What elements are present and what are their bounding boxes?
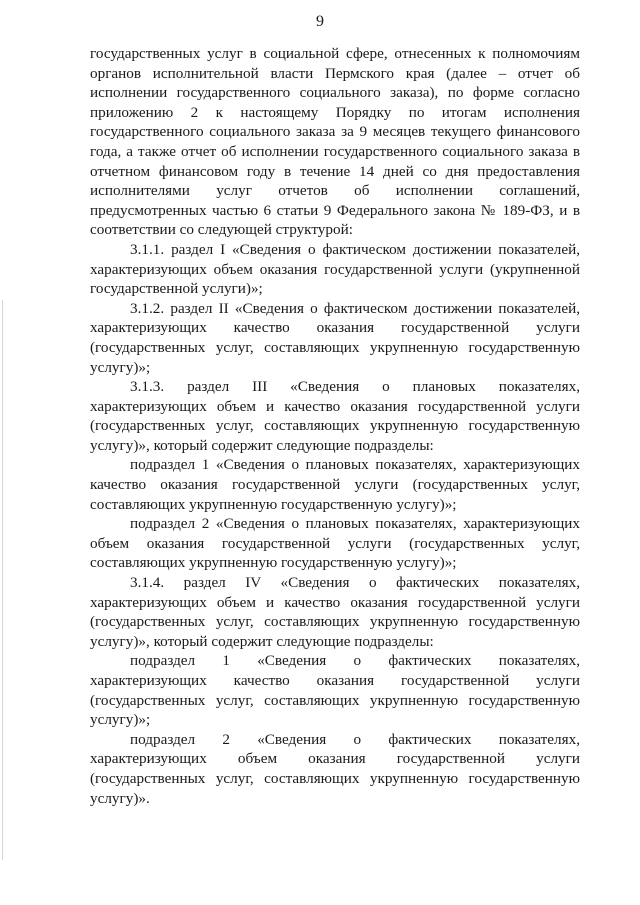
paragraph-section-3-1-4: 3.1.4. раздел IV «Сведения о фактических показателях, характеризующих объем и качество оказания государственной услуги (государственных услуг, составляющих укрупненную государственную услугу)», который содержит следующие подразделы: [90,574,580,650]
paragraph-subsection-3-1-4-2: подраздел 2 «Сведения о фактических показателях, характеризующих объем оказания государственной услуги (государственных услуг, составляющих укрупненную государственную услугу)». [90,730,580,807]
paragraph-subsection-3-1-4-1: подраздел 1 «Сведения о фактических показателях, характеризующих качество оказания государственной услуги (государственных услуг, составляющих укрупненную государственную услугу)»; [90,652,580,729]
paragraph-section-3-1-3: 3.1.3. раздел III «Сведения о плановых показателях, характеризующих объем и качество оказания государственной услуги (государственных услуг, составляющих укрупненную государственную услугу)», который содержит следующие подразделы: [90,378,580,454]
paragraph-subsection-3-1-3-1: подраздел 1 «Сведения о плановых показателях, характеризующих качество оказания государственной услуги (государственных услуг, составляющих укрупненную государственную услугу)»; [90,456,580,513]
paragraph-section-3-1-1: 3.1.1. раздел I «Сведения о фактическом достижении показателей, характеризующих объем оказания государственной услуги (укрупненной государственной услуги)»; [90,240,580,298]
scan-margin-line [2,300,3,860]
paragraph-section-3-1-2: 3.1.2. раздел II «Сведения о фактическом достижении показателей, характеризующих качество оказания государственной услуги (государственных услуг, составляющих укрупненную государственную услугу)»; [90,299,580,376]
document-body [90,44,580,808]
paragraph-subsection-3-1-3-2: подраздел 2 «Сведения о плановых показателях, характеризующих объем оказания государственной услуги (государственных услуг, составляющих укрупненную государственную услугу)»; [90,515,580,572]
page-number: 9 [316,13,324,30]
paragraph-continuation: государственных услуг в социальной сфере, отнесенных к полномочиям органов исполнительной власти Пермского края (далее – отчет об исполнении государственного социального заказа), по форме согласно приложению 2 к настоящему Порядку по итогам исполнения государственного социального заказа за 9 месяцев текущего финансового года, а также отчет об исполнении государственного социального заказа в отчетном финансовом году в течение 14 дней со дня предоставления исполнителями услуг отчетов об исполнении соглашений, предусмотренных частью 6 статьи 9 Федерального закона № 189-ФЗ, и в соответствии со следующей структурой: [90,45,580,239]
